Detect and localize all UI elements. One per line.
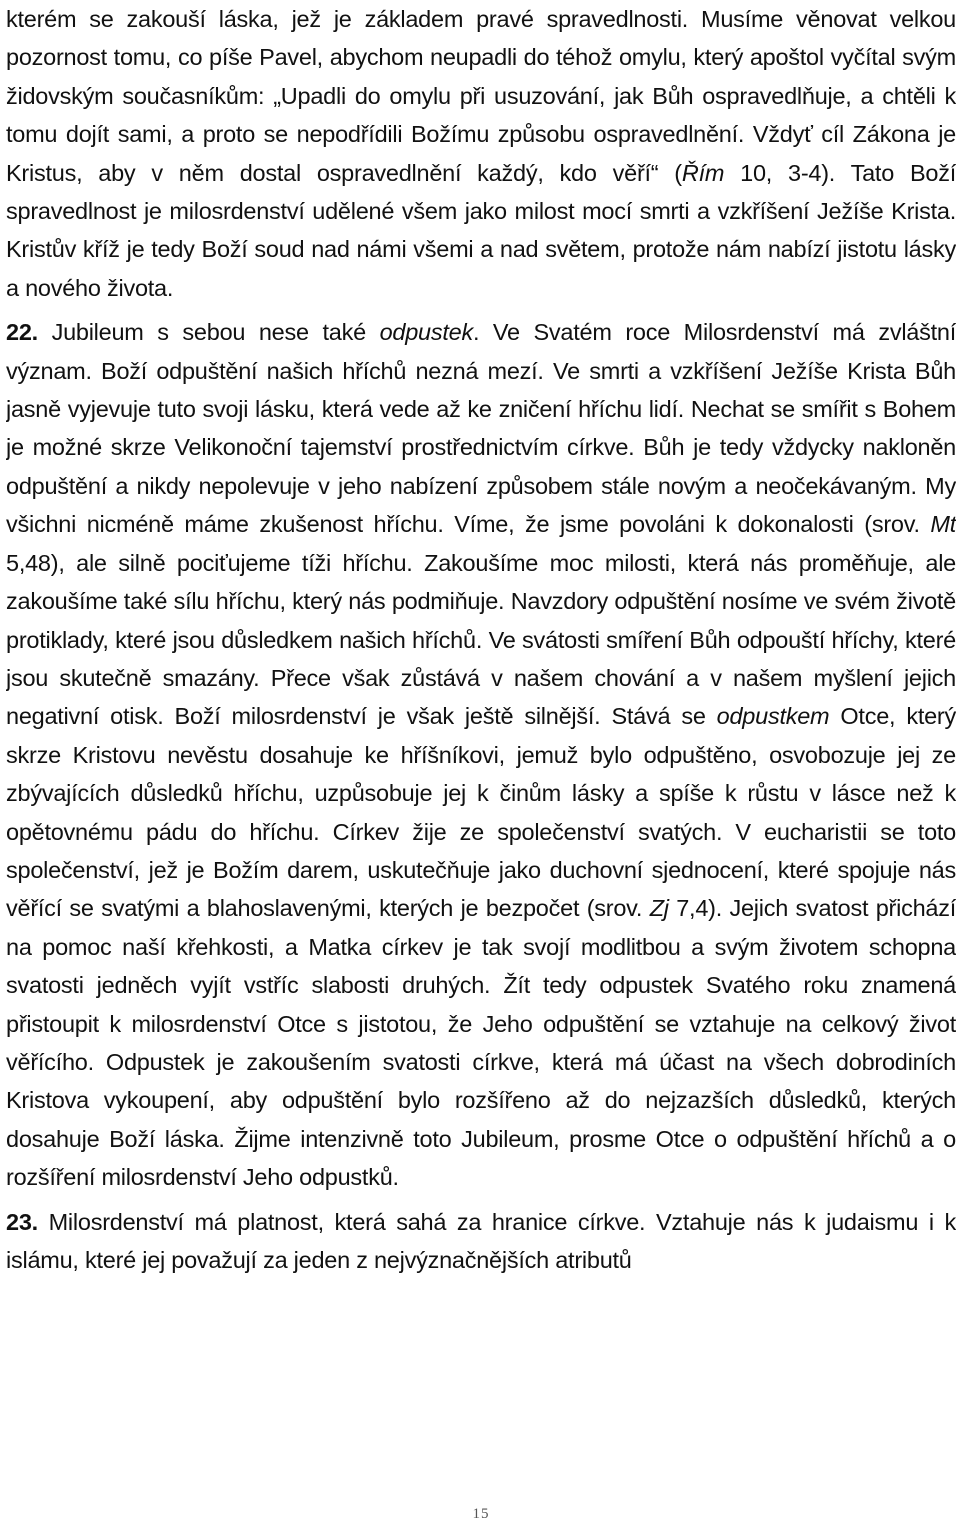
- paragraph-23: [6, 1203, 956, 1280]
- paragraph-22: [6, 313, 956, 1196]
- p22-italic-odpustek: odpustek: [379, 319, 473, 346]
- paragraph-number-23: 23.: [6, 1208, 38, 1235]
- paragraph-number-22: 22.: [6, 319, 38, 346]
- p22-text-2: . Ve Svatém roce Milosrdenství má zvláštní význam. Boží odpuštění našich hříchů nezná mezí. Ve smrti a vzkříšení Ježíše Krista Bůh jasně vyjevuje tuto svoji lásku, která vede až ke zničení hříchu lidí. Nechat se smířit s Bohem je možné skrze Velikonoční tajemství prostřednictvím církve. Bůh je tedy vždycky nakloněn odpuštění a nikdy nepolevuje v jeho nabízení způsobem stále novým a neočekávaným. My všichni nicméně máme zkušenost hříchu. Víme, že jsme povoláni k dokonalosti (srov.: [6, 319, 956, 538]
- page-number: 15: [472, 1506, 490, 1522]
- p22-italic-mt: Mt: [930, 511, 956, 538]
- p22-text-1: Jubileum s sebou nese také: [37, 319, 380, 346]
- p22-text-3: 5,48), ale silně pociťujeme tíži hříchu. Zakoušíme moc milosti, která nás proměňuje, ale zakoušíme také sílu hříchu, který nás podmiňuje. Navzdory odpuštění nosíme ve svém životě protiklady, které jsou důsledkem našich hříchů. Ve svátosti smíření Bůh odpouští hříchy, které jsou skutečně smazány. Přece však zůstává v našem chování a v našem myšlení jejich negativní otisk. Boží milosrdenství je však ještě silnější. Stává se: [6, 549, 956, 730]
- p22-text-5: 7,4). Jejich svatost přichází na pomoc naší křehkosti, a Matka církev je tak svojí modlitbou a svým životem schopna svatosti jedněch vyjít vstříc slabosti druhých. Žít tedy odpustek Svatého roku znamená přistoupit k milosrdenství Otce s jistotou, že Jeho odpuštění se vztahuje na celkový život věřícího. Odpustek je zakoušením svatosti církve, která má účast na všech dobrodiních Kristova vykoupení, aby odpuštění bylo rozšířeno až do nejzazších důsledků, kterých dosahuje Boží láska. Žijme intenzivně toto Jubileum, prosme Otce o odpuštění hříchů a o rozšíření milosrdenství Jeho odpustků.: [6, 895, 956, 1191]
- body-text: [6, 0, 956, 1279]
- intro-text-cont: 10, 3-4). Tato Boží spravedlnost je milosrdenství udělené všem jako milost mocí smrti a vzkříšení Ježíše Krista. Kristův kříž je tedy Boží soud nad námi všemi a nad světem, protože nám nabízí jistotu lásky a nového života.: [6, 159, 956, 301]
- p22-italic-zj: Zj: [649, 895, 669, 922]
- intro-text: kterém se zakouší láska, jež je základem pravé spravedlnosti. Musíme věnovat velkou pozornost tomu, co píše Pavel, abychom neupadli do téhož omylu, který apoštol vyčítal svým židovským současníkům: „Upadli do omylu při usuzování, jak Bůh ospravedlňuje, a chtěli k tomu dojít sami, a proto se nepodřídili Božímu způsobu ospravedlnění. Vždyť cíl Zákona je Kristus, aby v něm dostal ospravedlnění každý, kdo věří“ (: [6, 6, 956, 186]
- p22-text-4: Otce, který skrze Kristovu nevěstu dosahuje ke hříšníkovi, jemuž bylo odpuštěno, osvobozuje jej ze zbývajících důsledků hříchu, uzpůsobuje jej k činům lásky a spíše k růstu v lásce než k opětovnému pádu do hříchu. Církev žije ze společenství svatých. V eucharistii se toto společenství, jež je Božím darem, uskutečňuje jako duchovní sjednocení, které spojuje nás věřící se svatými a blahoslavenými, kterých je bezpočet (srov.: [6, 703, 956, 922]
- p23-text: Milosrdenství má platnost, která sahá za hranice církve. Vztahuje nás k judaismu i k islámu, které jej považují za jeden z nejvýznačnějších atributů: [6, 1208, 956, 1273]
- scripture-reference: Řím: [681, 159, 725, 186]
- document-page: [6, 0, 956, 1525]
- paragraph-intro: [6, 0, 956, 307]
- p22-italic-odpustkem: odpustkem: [716, 703, 830, 730]
